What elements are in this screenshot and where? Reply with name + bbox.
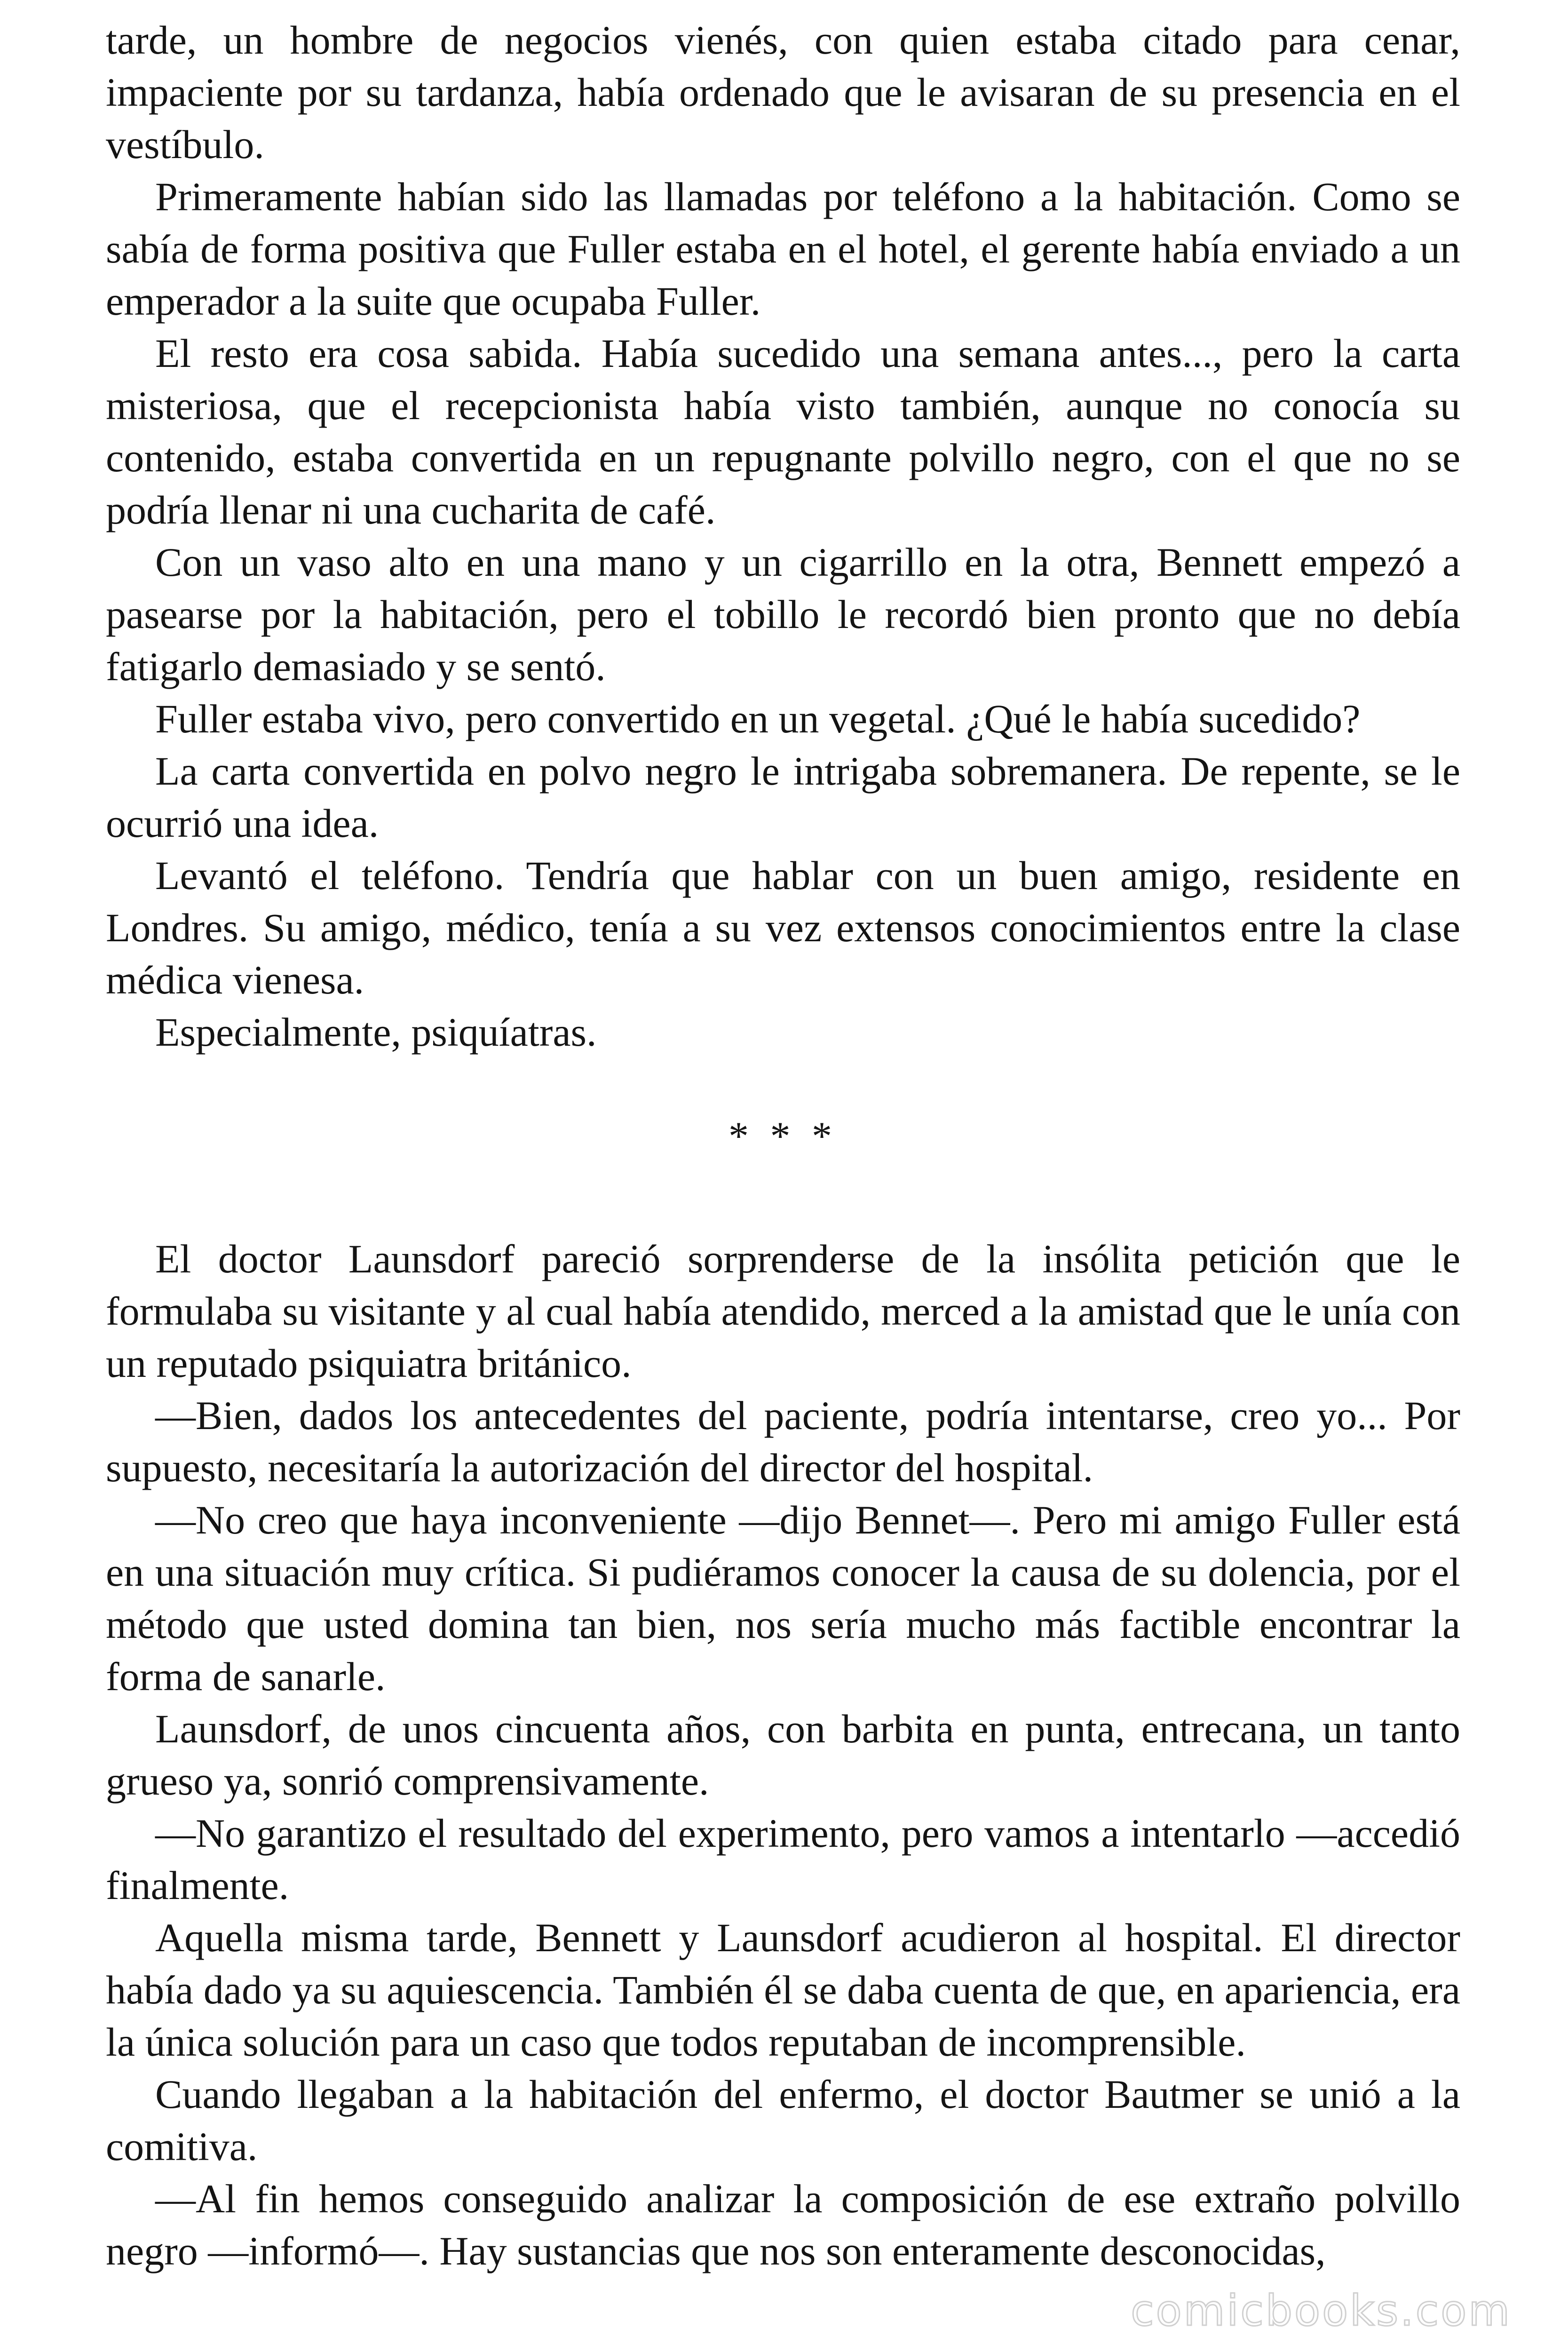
paragraph-11: —No creo que haya inconveniente —dijo Bennet—. Pero mi amigo Fuller está en una situación muy crítica. Si pudiéramos conocer la causa de su dolencia, por el método que usted domina tan bien, nos sería mucho más factible encontrar la forma de sanarle. — [106, 1497, 1460, 1699]
paragraph-2: Primeramente habían sido las llamadas por teléfono a la habitación. Como se sabía de forma positiva que Fuller estaba en el hotel, el gerente había enviado a un emperador a la suite que ocupaba Fuller. — [106, 174, 1460, 324]
paragraph-8: Especialmente, psiquíatras. — [155, 1009, 597, 1055]
document-page — [106, 14, 1460, 2277]
paragraph-7: Levantó el teléfono. Tendría que hablar con un buen amigo, residente en Londres. Su amigo, médico, tenía a su vez extensos conocimientos entre la clase médica vienesa. — [106, 853, 1460, 1002]
paragraph-13: —No garantizo el resultado del experimento, pero vamos a intentarlo —accedió finalmente. — [106, 1811, 1460, 1908]
paragraph-16: —Al fin hemos conseguido analizar la composición de ese extraño polvillo negro —informó—. Hay sustancias que nos son enteramente desconocidas, — [106, 2176, 1460, 2273]
paragraph-4: Con un vaso alto en una mano y un cigarrillo en la otra, Bennett empezó a pasearse por la habitación, pero el tobillo le recordó bien pronto que no debía fatigarlo demasiado y se sentó. — [106, 540, 1460, 689]
paragraph-6: La carta convertida en polvo negro le intrigaba sobremanera. De repente, se le ocurrió una idea. — [106, 748, 1460, 846]
paragraph-1: tarde, un hombre de negocios vienés, con quien estaba citado para cenar, impaciente por su tardanza, había ordenado que le avisaran de su presencia en el vestíbulo. — [106, 17, 1460, 167]
paragraph-9: El doctor Launsdorf pareció sorprenderse de la insólita petición que le formulaba su visitante y al cual había atendido, merced a la amistad que le unía con un reputado psiquiatra británico. — [106, 1236, 1460, 1386]
paragraph-10: —Bien, dados los antecedentes del paciente, podría intentarse, creo yo... Por supuesto, necesitaría la autorización del director del hospital. — [106, 1393, 1460, 1490]
paragraph-15: Cuando llegaban a la habitación del enfermo, el doctor Bautmer se unió a la comitiva. — [106, 2072, 1460, 2169]
paragraph-12: Launsdorf, de unos cincuenta años, con barbita en punta, entrecana, un tanto grueso ya, sonrió comprensivamente. — [106, 1706, 1460, 1804]
paragraph-14: Aquella misma tarde, Bennett y Launsdorf acudieron al hospital. El director había dado ya su aquiescencia. También él se daba cuenta de que, en apariencia, era la única solución para un caso que todos reputaban de incomprensible. — [106, 1915, 1460, 2065]
watermark: comicbooks.com — [1131, 2286, 1512, 2336]
paragraph-5: Fuller estaba vivo, pero convertido en un vegetal. ¿Qué le había sucedido? — [155, 696, 1361, 741]
scene-break: * * * — [729, 1113, 838, 1159]
paragraph-3: El resto era cosa sabida. Había sucedido una semana antes..., pero la carta misteriosa, que el recepcionista había visto también, aunque no conocía su contenido, estaba convertida en un repugnante polvillo negro, con el que no se podría llenar ni una cucharita de café. — [106, 331, 1460, 532]
